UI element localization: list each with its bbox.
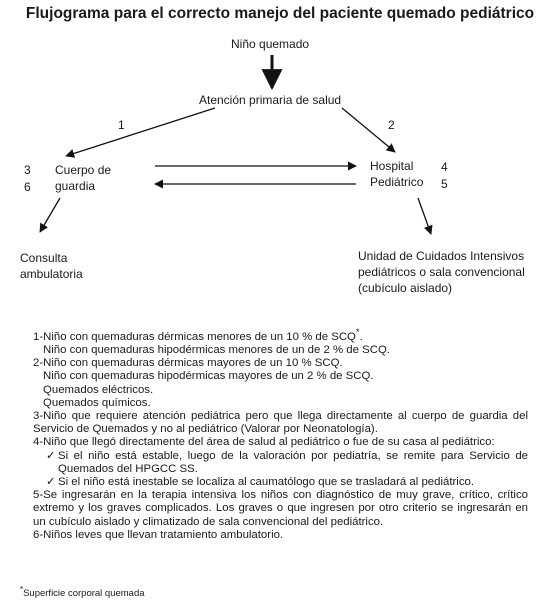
- note-4: 4-Niño que llegó directamente del área de salud al pediátrico o fue de su casa al pediátrico:: [33, 436, 495, 449]
- legend-notes: [33, 326, 528, 542]
- footnote-ref: *: [355, 327, 360, 338]
- edge-label-4: 4: [441, 160, 448, 174]
- note-3: 3-Niño que requiere atención pediátrica pero que llega directamente al cuerpo de guardia del Servicio de Quemados y no al pediátrico (Valorar por Neonatología).: [33, 410, 528, 436]
- edge-label-3: 3: [24, 163, 31, 177]
- note-4b: ✓ Si el niño está inestable se localiza al caumatólogo que se trasladará al pediátrico.: [46, 476, 475, 489]
- footnote: *Superficie corporal quemada: [20, 585, 145, 600]
- node-consulta-line1: Consulta: [20, 251, 68, 265]
- arrow-hospital-to-uci: [418, 198, 431, 234]
- note-2c: Quemados eléctricos.: [43, 383, 154, 396]
- node-uci-line3: (cubículo aislado): [358, 281, 453, 295]
- node-hospital-line1: Hospital: [370, 159, 414, 173]
- note-5: 5-Se ingresarán en la terapia intensiva los niños con diagnóstico de muy grave, crítico, crítico extremo y los graves complicados. Los graves o que ingresen por otro criterio se ingresarán en un cubículo aislado y climatizado de sala convencional del pediátrico.: [33, 489, 528, 528]
- note-6: 6-Niños leves que llevan tratamiento ambulatorio.: [33, 528, 284, 541]
- arrow-cuerpo-to-consulta: [40, 198, 60, 232]
- edge-label-2: 2: [388, 118, 395, 132]
- note-2d: Quemados químicos.: [43, 396, 151, 409]
- node-uci-line2: pediátricos o sala convencional: [358, 265, 525, 279]
- node-hospital-line2: Pediátrico: [370, 175, 424, 189]
- node-cuerpo-de-guardia: [55, 162, 111, 194]
- node-atencion-primaria: Atención primaria de salud: [199, 93, 342, 107]
- note-1b: Niño con quemaduras hipodérmicas menores de un de 2 % de SCQ.: [43, 344, 390, 356]
- node-cuerpo-line2: guardia: [55, 179, 96, 193]
- node-hospital-pediatrico: [370, 158, 423, 190]
- edge-label-5: 5: [441, 177, 448, 191]
- node-consulta-line2: ambulatoria: [20, 267, 83, 281]
- arrow-atencion-to-cuerpo: [66, 108, 215, 156]
- edge-label-6: 6: [24, 180, 31, 194]
- note-1a: 1-Niño con quemaduras dérmicas menores de un 10 % de SCQ*.: [33, 327, 363, 343]
- node-uci-line1: Unidad de Cuidados Intensivos: [358, 249, 525, 263]
- node-unidad-cuidados-intensivos: [358, 248, 525, 296]
- edge-label-1: 1: [118, 118, 125, 132]
- check-icon: ✓: [46, 476, 56, 489]
- node-cuerpo-line1: Cuerpo de: [55, 163, 112, 177]
- node-consulta-ambulatoria: [20, 250, 83, 282]
- page-title: Flujograma para el correcto manejo del paciente quemado pediátrico: [25, 5, 535, 22]
- note-4a: ✓ Si el niño está estable, luego de la valoración por pediatría, se remite para Servicio de Quemados del HPGCC SS.: [46, 449, 528, 475]
- check-icon: ✓: [46, 449, 56, 462]
- node-nino-quemado: Niño quemado: [231, 37, 310, 51]
- note-2a: 2-Niño con quemaduras dérmicas mayores de un 10 % SCQ.: [33, 357, 343, 370]
- note-2b: Niño con quemaduras hipodérmicas mayores de un 2 % de SCQ.: [43, 370, 374, 383]
